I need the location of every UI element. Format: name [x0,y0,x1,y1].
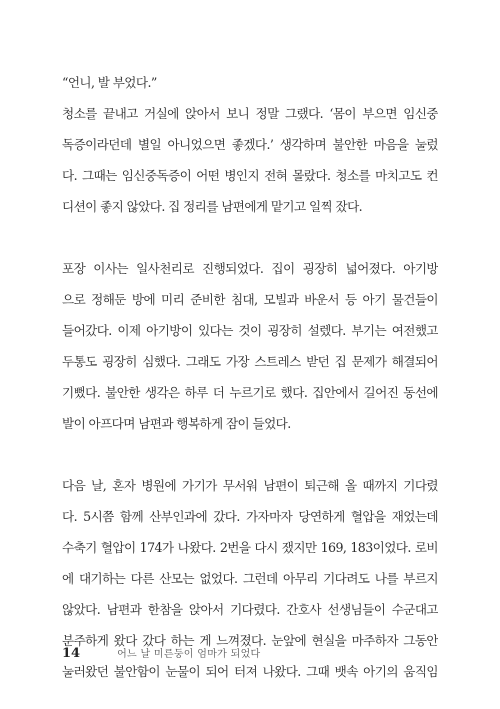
text-line: 청소를 끝내고 거실에 앉아서 보니 정말 그랬다. ‘몸이 부으면 임신중 [62,106,438,121]
page-number: 14 [62,646,81,661]
text-line: 으로 정해둔 방에 미리 준비한 침대, 모빌과 바운서 등 아기 물건들이 [62,292,438,307]
text-line: “언니, 발 부었다.” [62,75,157,90]
paragraph-gap [62,222,438,253]
text-line: 에 대기하는 다른 산모는 없었다. 그런데 아무리 기다려도 나를 부르지 [62,571,438,586]
page-footer [62,642,261,662]
text-line: 다음 날, 혼자 병원에 가기가 무서워 남편이 퇴근해 올 때까지 기다렸 [62,478,438,493]
text-line: 독증이라던데 별일 아니었으면 좋겠다.’ 생각하며 불안한 마음을 눌렀 [62,137,438,152]
text-line: 포장 이사는 일사천리로 진행되었다. 집이 굉장히 넓어졌다. 아기방 [62,261,438,276]
running-title: 어느 날 미른둥이 엄마가 되었다 [117,649,261,660]
text-line: 다. 그때는 임신중독증이 어떤 병인지 전혀 몰랐다. 청소를 마치고도 컨 [62,168,438,183]
paragraph-gap [62,439,438,470]
body-text [62,67,438,687]
text-line: 기뻤다. 불안한 생각은 하루 더 누르기로 했다. 집안에서 길어진 동선에 [62,385,438,400]
text-line: 발이 아프다며 남편과 행복하게 잠이 들었다. [62,416,291,431]
text-line: 분주하게 왔다 갔다 하는 게 느껴졌다. 눈앞에 현실을 마주하자 그동안 [62,633,438,648]
text-line: 두통도 굉장히 심했다. 그래도 가장 스트레스 받던 집 문제가 해결되어 [62,354,438,369]
text-line: 않았다. 남편과 한참을 앉아서 기다렸다. 간호사 선생님들이 수군대고 [62,602,438,617]
text-line: 디션이 좋지 않았다. 집 정리를 남편에게 맡기고 일찍 잤다. [62,199,363,214]
text-line: 눌러왔던 불안함이 눈물이 되어 터져 나왔다. 그때 뱃속 아기의 움직임 [62,664,438,679]
text-line: 수축기 혈압이 174가 나왔다. 2번을 다시 쟀지만 169, 183이었다. 로비 [62,540,438,555]
text-line: 들어갔다. 이제 아기방이 있다는 것이 굉장히 설렜다. 부기는 여전했고 [62,323,438,338]
text-line: 다. 5시쯤 함께 산부인과에 갔다. 가자마자 당연하게 혈압을 재었는데 [62,509,438,524]
